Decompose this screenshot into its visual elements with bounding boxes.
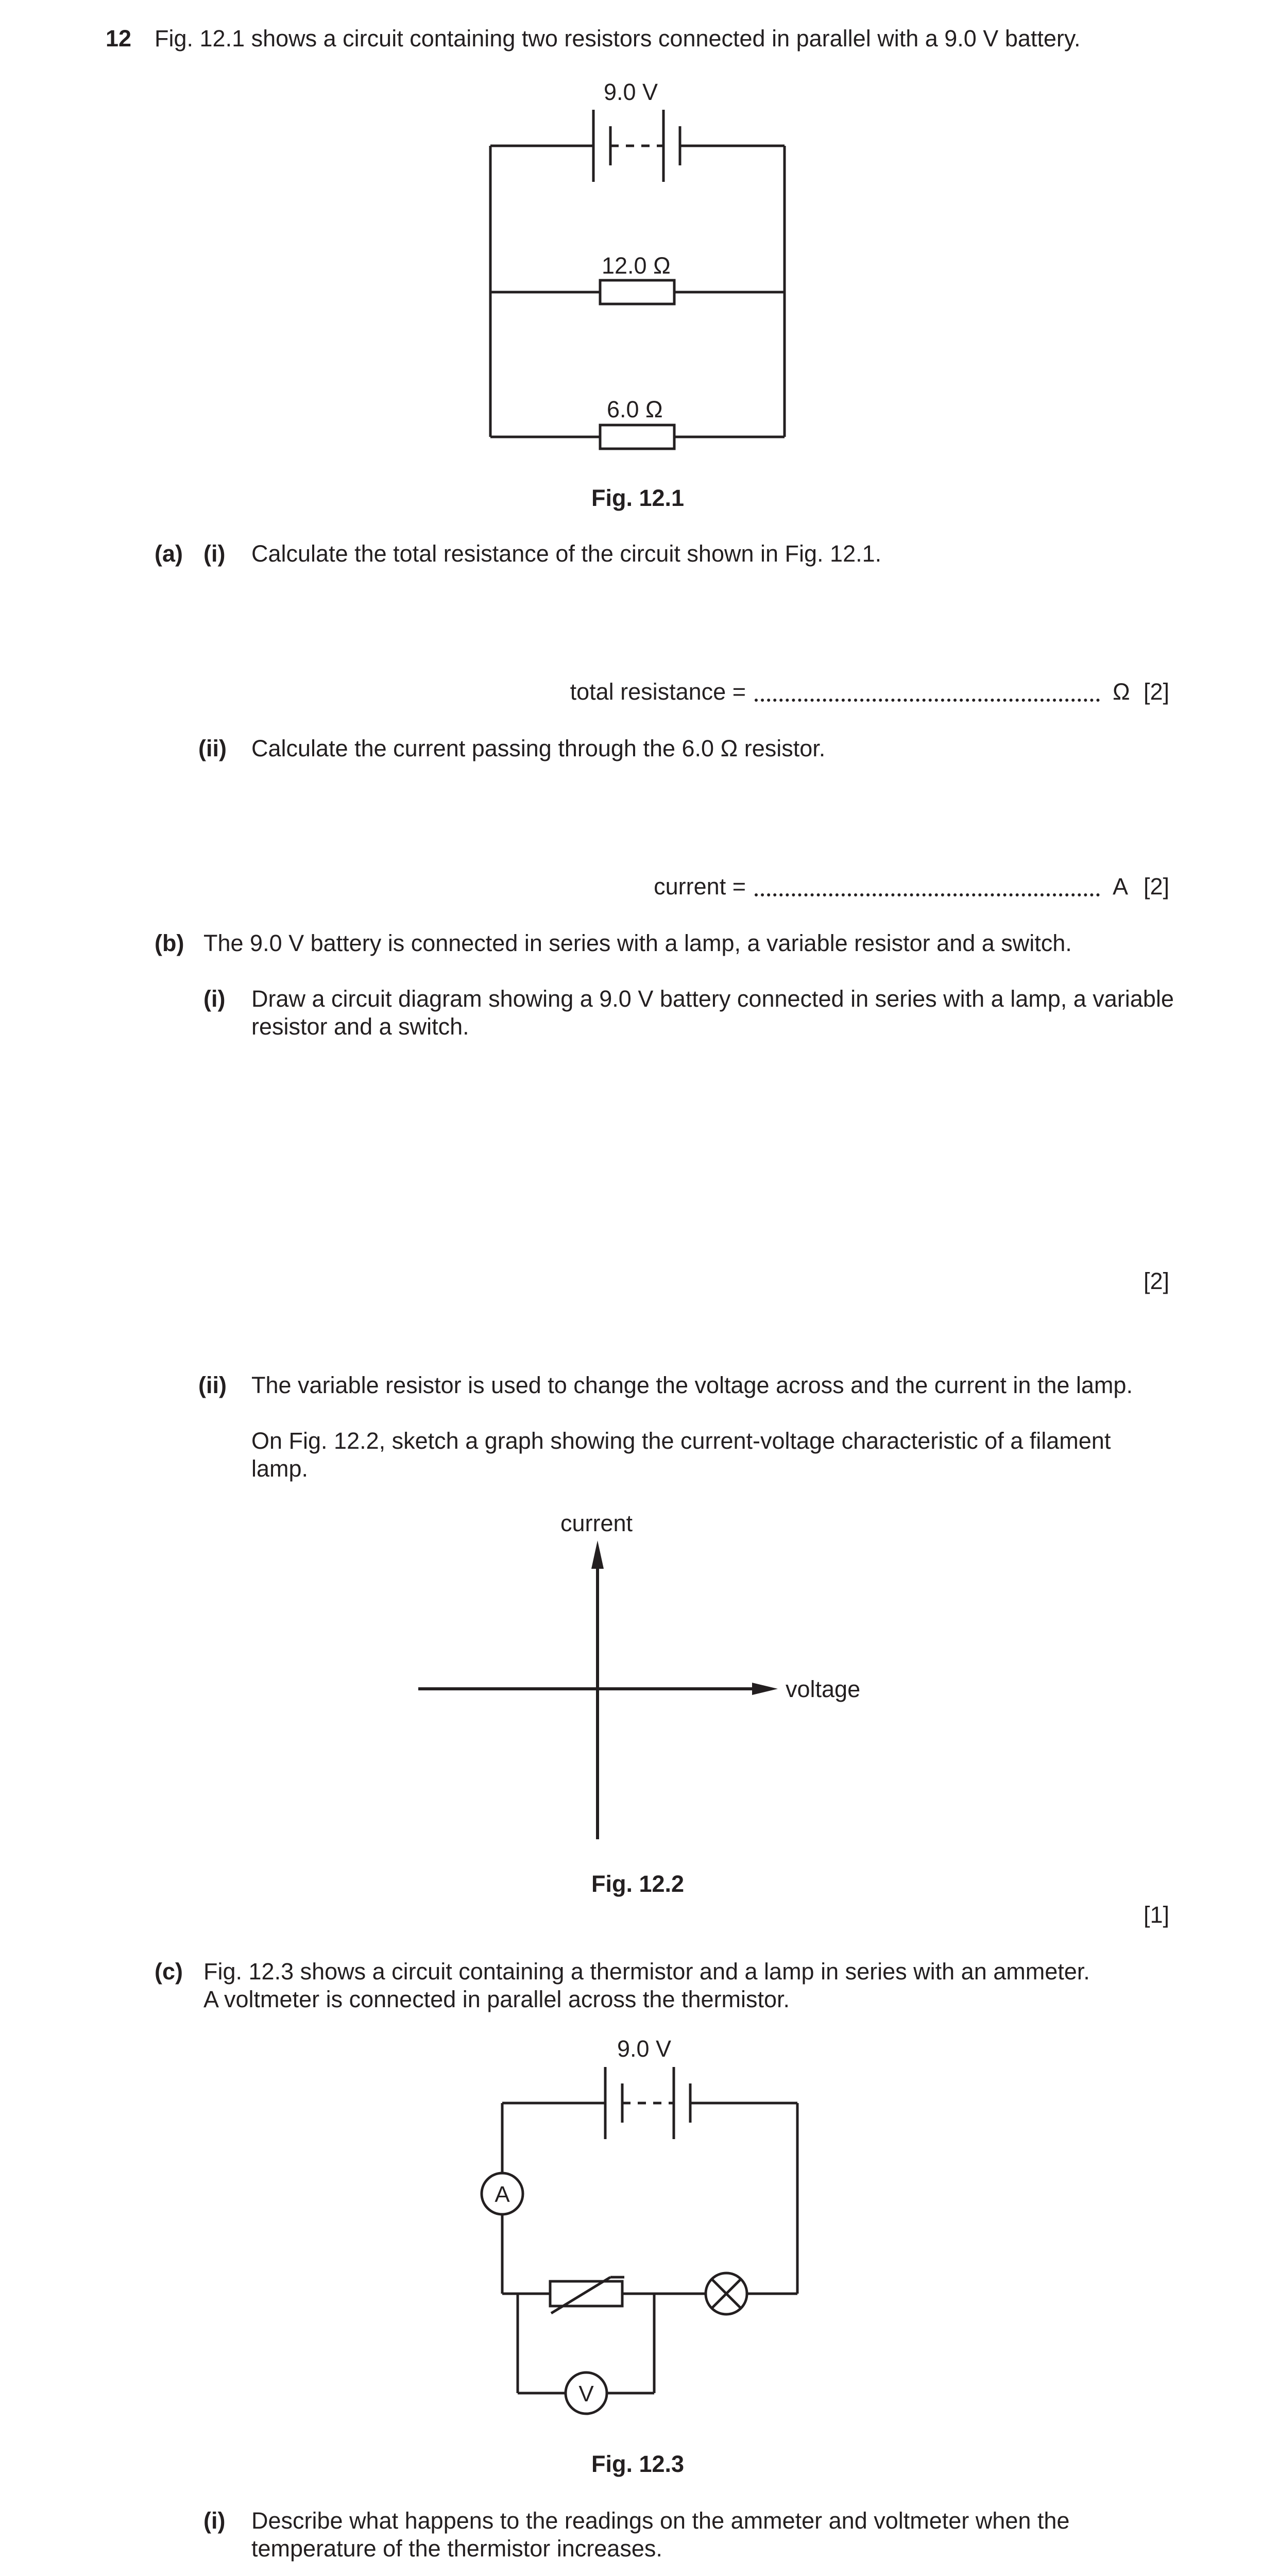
- y-axis-arrow-icon: [591, 1540, 604, 1569]
- part-b-i-text-1: Draw a circuit diagram showing a 9.0 V battery connected in series with a lamp, a variable: [251, 986, 1174, 1012]
- resistor-6-ohm: [600, 425, 674, 449]
- part-c-i-label: (i): [203, 2507, 226, 2534]
- total-resistance-unit: Ω: [1113, 679, 1130, 705]
- part-c-text-1: Fig. 12.3 shows a circuit containing a thermistor and a lamp in series with an ammeter.: [203, 1958, 1090, 1985]
- x-axis-label: voltage: [786, 1676, 861, 1702]
- part-a-label: (a): [155, 540, 183, 567]
- fig3-battery-label: 9.0 V: [617, 2036, 672, 2062]
- fig3-caption: Fig. 12.3: [591, 2451, 685, 2477]
- thermistor-symbol: [550, 2281, 622, 2306]
- current-label: current =: [654, 873, 746, 900]
- part-a-i-marks: [2]: [1144, 679, 1170, 705]
- question-number: 12: [106, 25, 132, 52]
- lamp-symbol: [706, 2273, 747, 2314]
- x-axis-arrow-icon: [752, 1683, 778, 1695]
- part-b-label: (b): [155, 930, 184, 956]
- part-b-i-label: (i): [203, 986, 226, 1012]
- current-answer-line[interactable]: [755, 893, 1100, 896]
- ammeter-letter: A: [495, 2182, 510, 2207]
- part-b-ii-text: The variable resistor is used to change the voltage across and the current in the lamp.: [251, 1372, 1133, 1398]
- voltmeter-letter: V: [578, 2381, 594, 2406]
- part-a-ii-label: (ii): [198, 735, 227, 761]
- part-b-ii-marks: [1]: [1144, 1902, 1170, 1928]
- current-unit: A: [1113, 873, 1129, 900]
- part-c-i-text-2: temperature of the thermistor increases.: [251, 2535, 662, 2562]
- voltmeter-symbol: [566, 2372, 607, 2414]
- part-c-text-2: A voltmeter is connected in parallel across the thermistor.: [203, 1986, 790, 2012]
- question-intro: Fig. 12.1 shows a circuit containing two resistors connected in parallel with a 9.0 V battery.: [155, 25, 1081, 52]
- part-c-i-text-1: Describe what happens to the readings on the ammeter and voltmeter when the: [251, 2507, 1070, 2534]
- part-b-ii-label: (ii): [198, 1372, 227, 1398]
- total-resistance-label: total resistance =: [570, 679, 746, 705]
- fig1-resistor2-label: 6.0 Ω: [607, 396, 663, 422]
- part-a-ii-marks: [2]: [1144, 873, 1170, 900]
- part-c-label: (c): [155, 1958, 183, 1985]
- part-b-i-text-2: resistor and a switch.: [251, 1013, 469, 1040]
- y-axis-label: current: [560, 1510, 633, 1536]
- part-b-ii-instruction-2: lamp.: [251, 1455, 309, 1482]
- fig1-caption: Fig. 12.1: [591, 485, 685, 511]
- part-b-ii-instruction-1: On Fig. 12.2, sketch a graph showing the current-voltage characteristic of a filament: [251, 1428, 1111, 1454]
- part-b-i-marks: [2]: [1144, 1268, 1170, 1294]
- fig1-resistor1-label: 12.0 Ω: [602, 252, 671, 279]
- part-a-i-label: (i): [203, 540, 226, 567]
- resistor-12-ohm: [600, 280, 674, 304]
- total-resistance-answer-line[interactable]: [755, 699, 1100, 702]
- part-b-text: The 9.0 V battery is connected in series with a lamp, a variable resistor and a switch.: [203, 930, 1072, 956]
- part-a-ii-text: Calculate the current passing through the 6.0 Ω resistor.: [251, 735, 826, 761]
- fig1-battery-label: 9.0 V: [604, 79, 658, 105]
- part-a-i-text: Calculate the total resistance of the circuit shown in Fig. 12.1.: [251, 540, 882, 567]
- fig2-caption: Fig. 12.2: [591, 1871, 685, 1897]
- ammeter-symbol: [482, 2173, 523, 2214]
